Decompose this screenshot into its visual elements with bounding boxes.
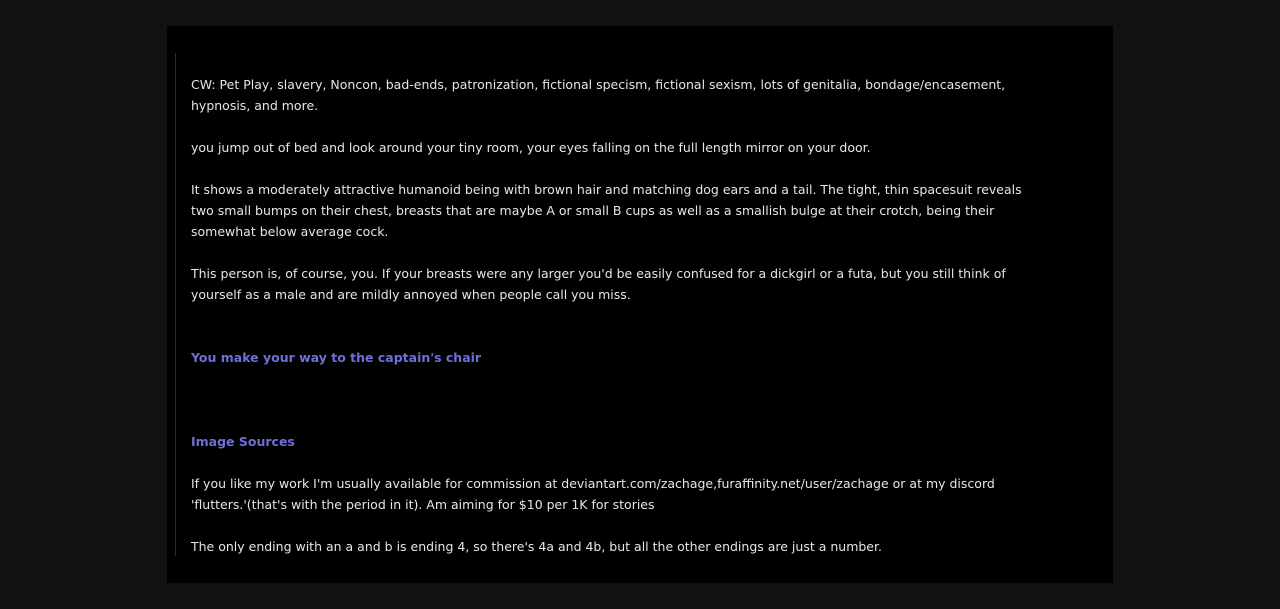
story-paragraph: It shows a moderately attractive humanoid being with brown hair and matching dog ears and a tail. The tight, thin spacesuit reveals two small bumps on their chest, breasts that are maybe A or small B cups as well as a smallish bulge at their crotch, being their somewhat below average cock. bbox=[191, 182, 1022, 239]
story-paragraph: This person is, of course, you. If your breasts were any larger you'd be easily confused for a dickgirl or a futa, but you still think of yourself as a male and are mildly annoyed when people call you miss. bbox=[191, 266, 1006, 302]
commission-info-paragraph: If you like my work I'm usually available for commission at deviantart.com/zachage,furaffinity.net/user/zachage or at my discord 'flutters.'(that's with the period in it). Am aiming for $10 per 1K for stories bbox=[191, 476, 995, 512]
story-paragraph: you jump out of bed and look around your tiny room, your eyes falling on the full length mirror on your door. bbox=[191, 140, 871, 155]
image-sources-link[interactable]: Image Sources bbox=[191, 434, 295, 449]
left-divider-line bbox=[175, 53, 176, 556]
choice-link-captains-chair[interactable]: You make your way to the captain's chair bbox=[191, 350, 482, 365]
story-body bbox=[191, 74, 1041, 578]
story-panel bbox=[167, 26, 1113, 583]
content-warning-paragraph: CW: Pet Play, slavery, Noncon, bad-ends, patronization, fictional specism, fictional sexism, lots of genitalia, bondage/encasement, hypnosis, and more. bbox=[191, 77, 1006, 113]
endings-note-paragraph: The only ending with an a and b is ending 4, so there's 4a and 4b, but all the other endings are just a number. bbox=[191, 539, 882, 554]
